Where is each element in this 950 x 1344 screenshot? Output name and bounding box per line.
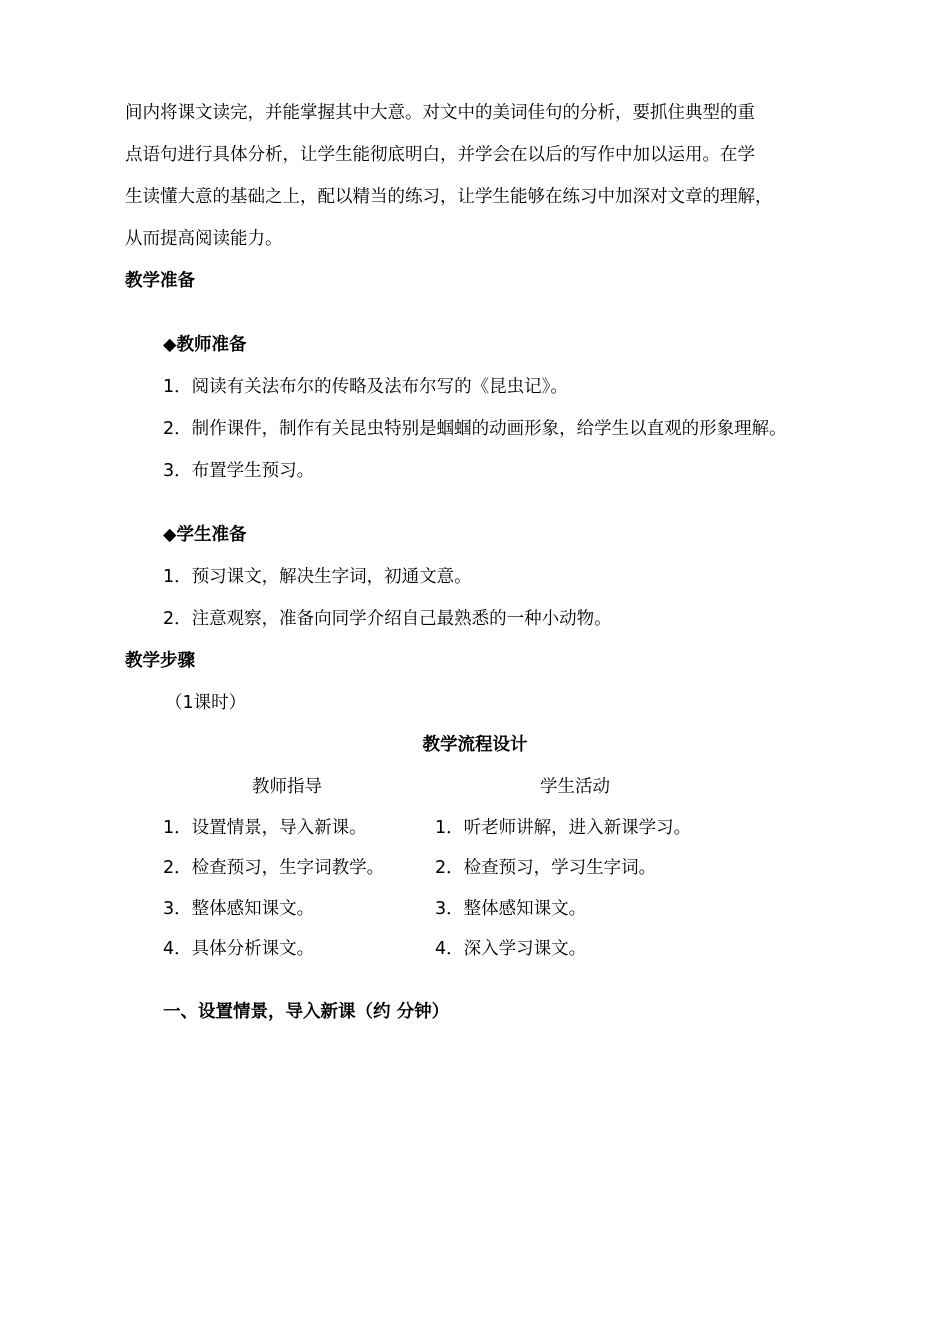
flow-teacher-item: 4．具体分析课文。 xyxy=(163,939,315,959)
list-item: 1．预习课文，解决生字词，初通文意。 xyxy=(163,567,472,587)
flow-student-item: 1．听老师讲解，进入新课学习。 xyxy=(435,818,692,838)
list-item: 2．注意观察，准备向同学介绍自己最熟悉的一种小动物。 xyxy=(163,609,612,629)
flow-teacher-item: 1．设置情景，导入新课。 xyxy=(163,818,367,838)
section-heading-preparation: 教学准备 xyxy=(125,271,195,291)
intro-line: 点语句进行具体分析，让学生能彻底明白，并学会在以后的写作中加以运用。在学 xyxy=(125,145,755,165)
section-heading-steps: 教学步骤 xyxy=(125,651,195,671)
subheading-teacher-prep: ◆教师准备 xyxy=(163,335,247,355)
list-item: 2．制作课件，制作有关昆虫特别是蝈蝈的动画形象，给学生以直观的形象理解。 xyxy=(163,419,787,439)
subheading-student-prep: ◆学生准备 xyxy=(163,525,247,545)
intro-line: 从而提高阅读能力。 xyxy=(125,229,283,249)
flow-student-item: 4．深入学习课文。 xyxy=(435,939,587,959)
intro-line: 生读懂大意的基础之上，配以精当的练习，让学生能够在练习中加深对文章的理解， xyxy=(125,187,773,207)
flow-student-item: 3．整体感知课文。 xyxy=(435,899,587,919)
flow-teacher-item: 3．整体感知课文。 xyxy=(163,899,315,919)
flow-title: 教学流程设计 xyxy=(422,735,528,755)
flow-teacher-item: 2．检查预习，生字词教学。 xyxy=(163,858,385,878)
section-heading-one: 一、设置情景，导入新课（约 分钟） xyxy=(163,1002,450,1022)
session-count: （1课时） xyxy=(165,693,247,713)
column-header-student: 学生活动 xyxy=(540,777,610,797)
intro-line: 间内将课文读完，并能掌握其中大意。对文中的美词佳句的分析，要抓住典型的重 xyxy=(125,103,755,123)
flow-student-item: 2．检查预习，学习生字词。 xyxy=(435,858,657,878)
list-item: 1．阅读有关法布尔的传略及法布尔写的《昆虫记》。 xyxy=(163,377,568,397)
list-item: 3．布置学生预习。 xyxy=(163,461,315,481)
column-header-teacher: 教师指导 xyxy=(252,777,322,797)
